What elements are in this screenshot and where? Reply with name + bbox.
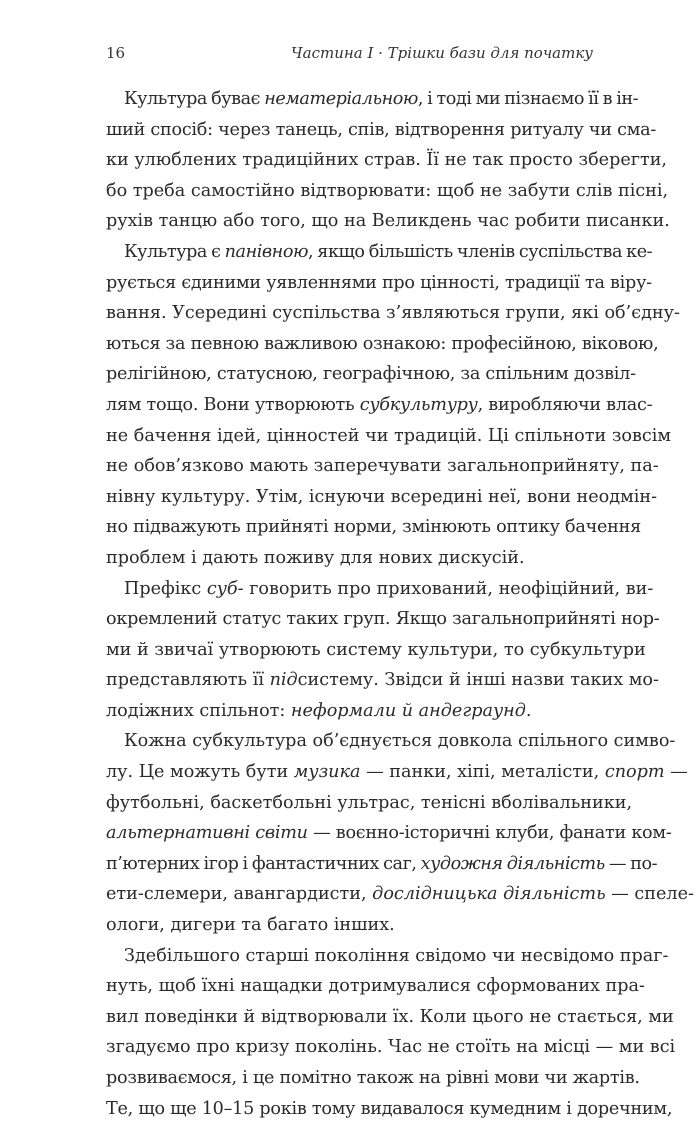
text-segment: рухів танцю або того, що на Великдень час робити писанки. (106, 211, 670, 232)
text-line (106, 421, 672, 452)
text-line (106, 543, 595, 574)
text-line (106, 910, 595, 941)
text-segment: ються за певною важливою ознакою: професійною, віковою, (106, 333, 659, 354)
running-title: Частина I · Трішки бази для початку (291, 44, 593, 62)
text-line (106, 818, 672, 849)
text-segment: ший спосіб: через танець, спів, відтворення ритуалу чи сма- (106, 119, 657, 140)
text-segment: проблем і дають поживу для нових дискусій. (106, 547, 525, 568)
text-segment: не бачення ідей, цінностей чи традицій. Ці спільноти зовсім (106, 425, 672, 446)
text-segment: згадуємо про кризу поколінь. Час не стоїть на місці — ми всі (106, 1037, 676, 1058)
text-segment: нуть, щоб їхні нащадки дотримувалися сформованих пра- (106, 976, 645, 997)
text-segment: ети-слемери, авангардисти, (106, 884, 373, 905)
italic-term: під (269, 670, 298, 691)
text-segment: систему. Звідси й інші назви таких мо- (297, 670, 659, 691)
text-line (106, 512, 641, 543)
text-line (106, 1032, 676, 1063)
text-line (106, 574, 654, 605)
text-segment: , і тоді ми пізнаємо її в ін- (417, 89, 639, 109)
text-line (106, 298, 680, 329)
italic-term: художня діяльність (420, 853, 605, 874)
text-segment: — по- (604, 853, 658, 874)
text-segment: вання. Усередині суспільства з’являються групи, які об’єдну- (106, 303, 680, 324)
text-segment: — воєнно-історичні клуби, фанати ком- (307, 823, 672, 844)
running-head (106, 44, 593, 74)
text-line (106, 237, 653, 268)
text-segment: — (664, 762, 688, 783)
text-line (106, 482, 658, 513)
text-line (106, 879, 694, 910)
italic-term: музика (293, 762, 361, 783)
text-line (106, 176, 669, 207)
text-line (106, 329, 659, 360)
text-segment: рується єдиними уявленнями про цінності, традиції та віру- (106, 272, 652, 293)
text-segment: Те, що ще 10–15 років тому видавалося кумедним і доречним, (106, 1098, 673, 1119)
text-segment: Префікс (124, 578, 207, 599)
text-line (106, 1094, 673, 1124)
text-segment: говорить про прихований, неофіційний, ви- (243, 578, 654, 599)
text-line (106, 1002, 674, 1033)
text-segment: лодіжних спільнот: (106, 700, 291, 721)
text-segment: Кожна субкультура об’єднується довкола спільного симво- (124, 731, 676, 752)
text-line (106, 726, 676, 757)
body-text (106, 84, 694, 1124)
text-segment: ми й звичаї утворюють систему культури, то субкультури (106, 639, 646, 660)
text-segment: , виробляючи влас- (477, 394, 653, 415)
text-line (106, 665, 659, 696)
text-segment: нівну культуру. Утім, існуючи всередині неї, вони неодмін- (106, 486, 658, 507)
text-segment: лу. Це можуть бути (106, 762, 294, 783)
text-segment: — панки, хіпі, металісти, (360, 762, 605, 783)
text-segment: представляють її (106, 670, 270, 691)
text-line (106, 268, 652, 299)
text-segment: вил поведінки й відтворювали їх. Коли цього не стається, ми (106, 1006, 674, 1027)
italic-term: суб- (206, 578, 244, 599)
page-number: 16 (106, 44, 126, 62)
text-line (106, 359, 636, 390)
text-line (106, 696, 595, 727)
text-segment: п’ютерних ігор і фантастичних саг, (106, 853, 421, 874)
text-segment: Культура є (124, 241, 225, 262)
italic-term: субкультуру (359, 394, 478, 415)
text-segment: футбольні, баскетбольні ультрас, тенісні вболівальники, (106, 792, 633, 813)
text-line (106, 206, 670, 237)
text-line (106, 115, 657, 146)
text-segment: релігійною, статусною, географічною, за спільним дозвіл- (106, 364, 636, 385)
text-line (106, 390, 653, 421)
text-segment: — спеле- (605, 884, 694, 905)
text-line (106, 604, 660, 635)
text-line (106, 1063, 640, 1094)
text-segment: , якщо більшість членів суспільства ке- (308, 241, 653, 262)
text-line (106, 757, 688, 788)
text-line (106, 635, 646, 666)
italic-term: панівною (224, 241, 309, 262)
text-line (106, 145, 668, 176)
italic-term: нематеріальною (264, 89, 418, 109)
text-segment: окремлений статус таких груп. Якщо загальноприйняті нор- (106, 609, 660, 630)
text-line (106, 84, 639, 115)
text-line (106, 788, 633, 819)
text-segment: ологи, дигери та багато інших. (106, 915, 395, 936)
italic-term: дослідницька діяльність (372, 884, 606, 905)
text-line (106, 941, 669, 972)
text-segment: ки улюблених традиційних страв. Її не так просто зберегти, (106, 150, 668, 171)
text-segment: бо треба самостійно відтворювати: щоб не забути слів пісні, (106, 180, 669, 201)
text-segment: Культура буває (124, 89, 265, 109)
text-line (106, 451, 659, 482)
text-segment: не обов’язково мають заперечувати загальноприйняту, па- (106, 456, 659, 477)
text-line (106, 849, 658, 880)
italic-term: спорт (604, 762, 665, 783)
text-segment: лям тощо. Вони утворюють (106, 394, 360, 415)
text-segment: Здебільшого старші покоління свідомо чи несвідомо праг- (124, 945, 669, 966)
text-segment: но підважують прийняті норми, змінюють оптику бачення (106, 517, 641, 538)
italic-term: альтернативні світи (106, 823, 308, 844)
text-line (106, 971, 645, 1002)
text-segment: розвиваємося, і це помітно також на рівні мови чи жартів. (106, 1068, 640, 1088)
text-segment: . (525, 700, 532, 721)
italic-term: неформали й андеграунд (290, 700, 526, 721)
